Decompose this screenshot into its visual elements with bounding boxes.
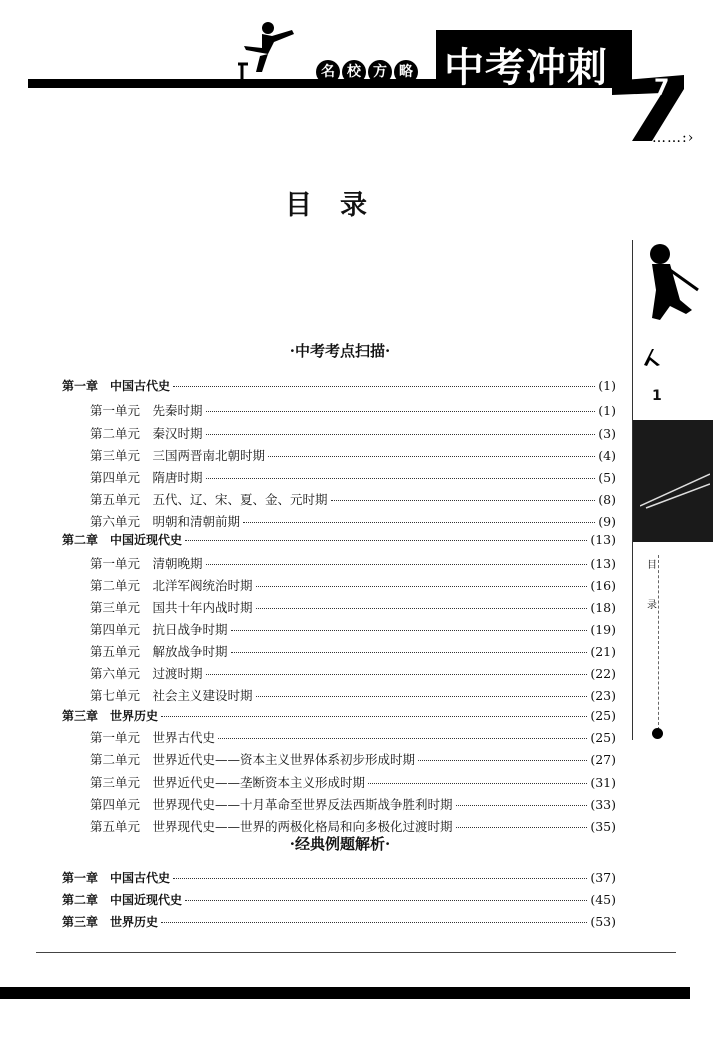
toc-leader [185,540,587,541]
section-heading-exam-points: ·中考考点扫描· [289,342,391,360]
page-number: 1 [652,388,662,404]
toc-leader [185,900,587,901]
toc-label: 第五单元 解放战争时期 [90,644,228,659]
toc-row[interactable] [90,750,616,772]
volume-number: 7 [654,76,670,101]
toc-label: 第三章 世界历史 [62,709,159,723]
toc-label: 第一单元 先秦时期 [90,403,203,418]
toc-page: (4) [598,448,616,463]
toc-leader [256,608,588,609]
toc-row[interactable] [90,424,616,446]
section-heading-classic-examples: ·经典例题解析· [289,835,391,853]
toc-row[interactable] [90,490,616,512]
side-dotted-line [658,555,659,730]
toc-leader [206,411,596,412]
toc-page: (16) [590,578,616,593]
toc-row[interactable] [62,707,616,729]
toc-page: (25) [590,708,616,723]
toc-label: 第一章 中国古代史 [62,871,171,885]
toc-label: 第六单元 过渡时期 [90,666,203,681]
toc-label: 第三单元 三国两晋南北朝时期 [90,448,266,463]
toc-row[interactable] [90,468,616,490]
toc-row[interactable] [62,891,616,913]
toc-page: (21) [590,644,616,659]
toc-label: 第一单元 清朝晚期 [90,556,203,571]
toc-leader [456,827,588,828]
dots-decoration: ……:› [652,130,695,146]
toc-page: (1) [598,378,616,393]
toc-row[interactable] [90,795,616,817]
toc-page: (53) [590,914,616,929]
toc-row[interactable] [62,913,616,935]
brand-title: 中考冲刺 [444,45,608,91]
toc-row[interactable] [62,531,616,553]
toc-row[interactable] [90,598,616,620]
toc-label: 第二章 中国近现代史 [62,893,183,907]
toc-label: 第五单元 五代、辽、宋、夏、金、元时期 [90,492,328,507]
toc-row[interactable] [90,642,616,664]
toc-row[interactable] [90,728,616,750]
toc-page: (5) [598,470,616,485]
toc-leader [243,522,595,523]
toc-leader [231,652,588,653]
toc-page: (13) [590,532,616,547]
side-bullet-dot [652,728,663,739]
toc-label: 第二单元 世界近代史——资本主义世界体系初步形成时期 [90,752,416,767]
toc-leader [256,586,588,587]
toc-label: 第二单元 北洋军阀统治时期 [90,578,253,593]
toc-leader [331,500,596,501]
toc-page: (37) [590,870,616,885]
footer-bar [0,987,690,999]
toc-page: (25) [590,730,616,745]
motion-lines-icon [640,470,710,510]
toc-leader [206,564,588,565]
toc-leader [231,630,588,631]
toc-label: 第四单元 世界现代史——十月革命至世界反法西斯战争胜利时期 [90,797,453,812]
toc-leader [418,760,587,761]
toc-row[interactable] [90,773,616,795]
toc-label: 第四单元 抗日战争时期 [90,622,228,637]
toc-page: (31) [590,775,616,790]
toc-leader [206,674,588,675]
toc-label: 第四单元 隋唐时期 [90,470,203,485]
toc-row[interactable] [90,401,616,423]
toc-page: (3) [598,426,616,441]
toc-row[interactable] [90,576,616,598]
hurdler-icon [232,20,312,82]
side-tab-lu: 录 [647,600,657,611]
brand-sub-char: 名 [316,60,340,84]
footer-rule [36,952,676,953]
toc-leader [161,716,587,717]
toc-page: (33) [590,797,616,812]
toc-label: 第二单元 秦汉时期 [90,426,203,441]
toc-leader [161,922,587,923]
toc-label: 第三单元 世界近代史——垄断资本主义形成时期 [90,775,366,790]
brand-sub-char: 校 [342,60,366,84]
toc-page: (35) [590,819,616,834]
brand-subtitle [316,60,418,84]
toc-leader [173,878,587,879]
toc-row[interactable] [90,620,616,642]
toc-label: 第五单元 世界现代史——世界的两极化格局和向多极化过渡时期 [90,819,453,834]
toc-page: (27) [590,752,616,767]
toc-page: (9) [598,514,616,529]
toc-page: (19) [590,622,616,637]
toc-leader [206,434,596,435]
toc-label: 第七单元 社会主义建设时期 [90,688,253,703]
toc-page: (13) [590,556,616,571]
toc-row[interactable] [90,664,616,686]
toc-label: 第二章 中国近现代史 [62,533,183,547]
page-title: 目录 [285,190,395,221]
toc-leader [368,783,587,784]
toc-leader [218,738,587,739]
toc-row[interactable] [90,554,616,576]
toc-leader [256,696,588,697]
toc-label: 第六单元 明朝和清朝前期 [90,514,241,529]
toc-label: 第三章 世界历史 [62,915,159,929]
toc-page: (22) [590,666,616,681]
toc-leader [456,805,588,806]
toc-page: (1) [598,403,616,418]
toc-row[interactable] [62,377,616,399]
toc-leader [173,386,595,387]
toc-row[interactable] [62,869,616,891]
toc-page: (8) [598,492,616,507]
brand-sub-char: 略 [394,60,418,84]
toc-row[interactable] [90,446,616,468]
toc-page: (18) [590,600,616,615]
toc-label: 第一章 中国古代史 [62,379,171,393]
toc-label: 第三单元 国共十年内战时期 [90,600,253,615]
toc-leader [268,456,595,457]
toc-leader [206,478,596,479]
student-figure-icon [640,240,700,330]
side-tab-mu: 目 [647,560,657,571]
toc-page: (23) [590,688,616,703]
toc-label: 第一单元 世界古代史 [90,730,216,745]
toc-row[interactable] [90,686,616,708]
toc-page: (45) [590,892,616,907]
brand-sub-char: 方 [368,60,392,84]
